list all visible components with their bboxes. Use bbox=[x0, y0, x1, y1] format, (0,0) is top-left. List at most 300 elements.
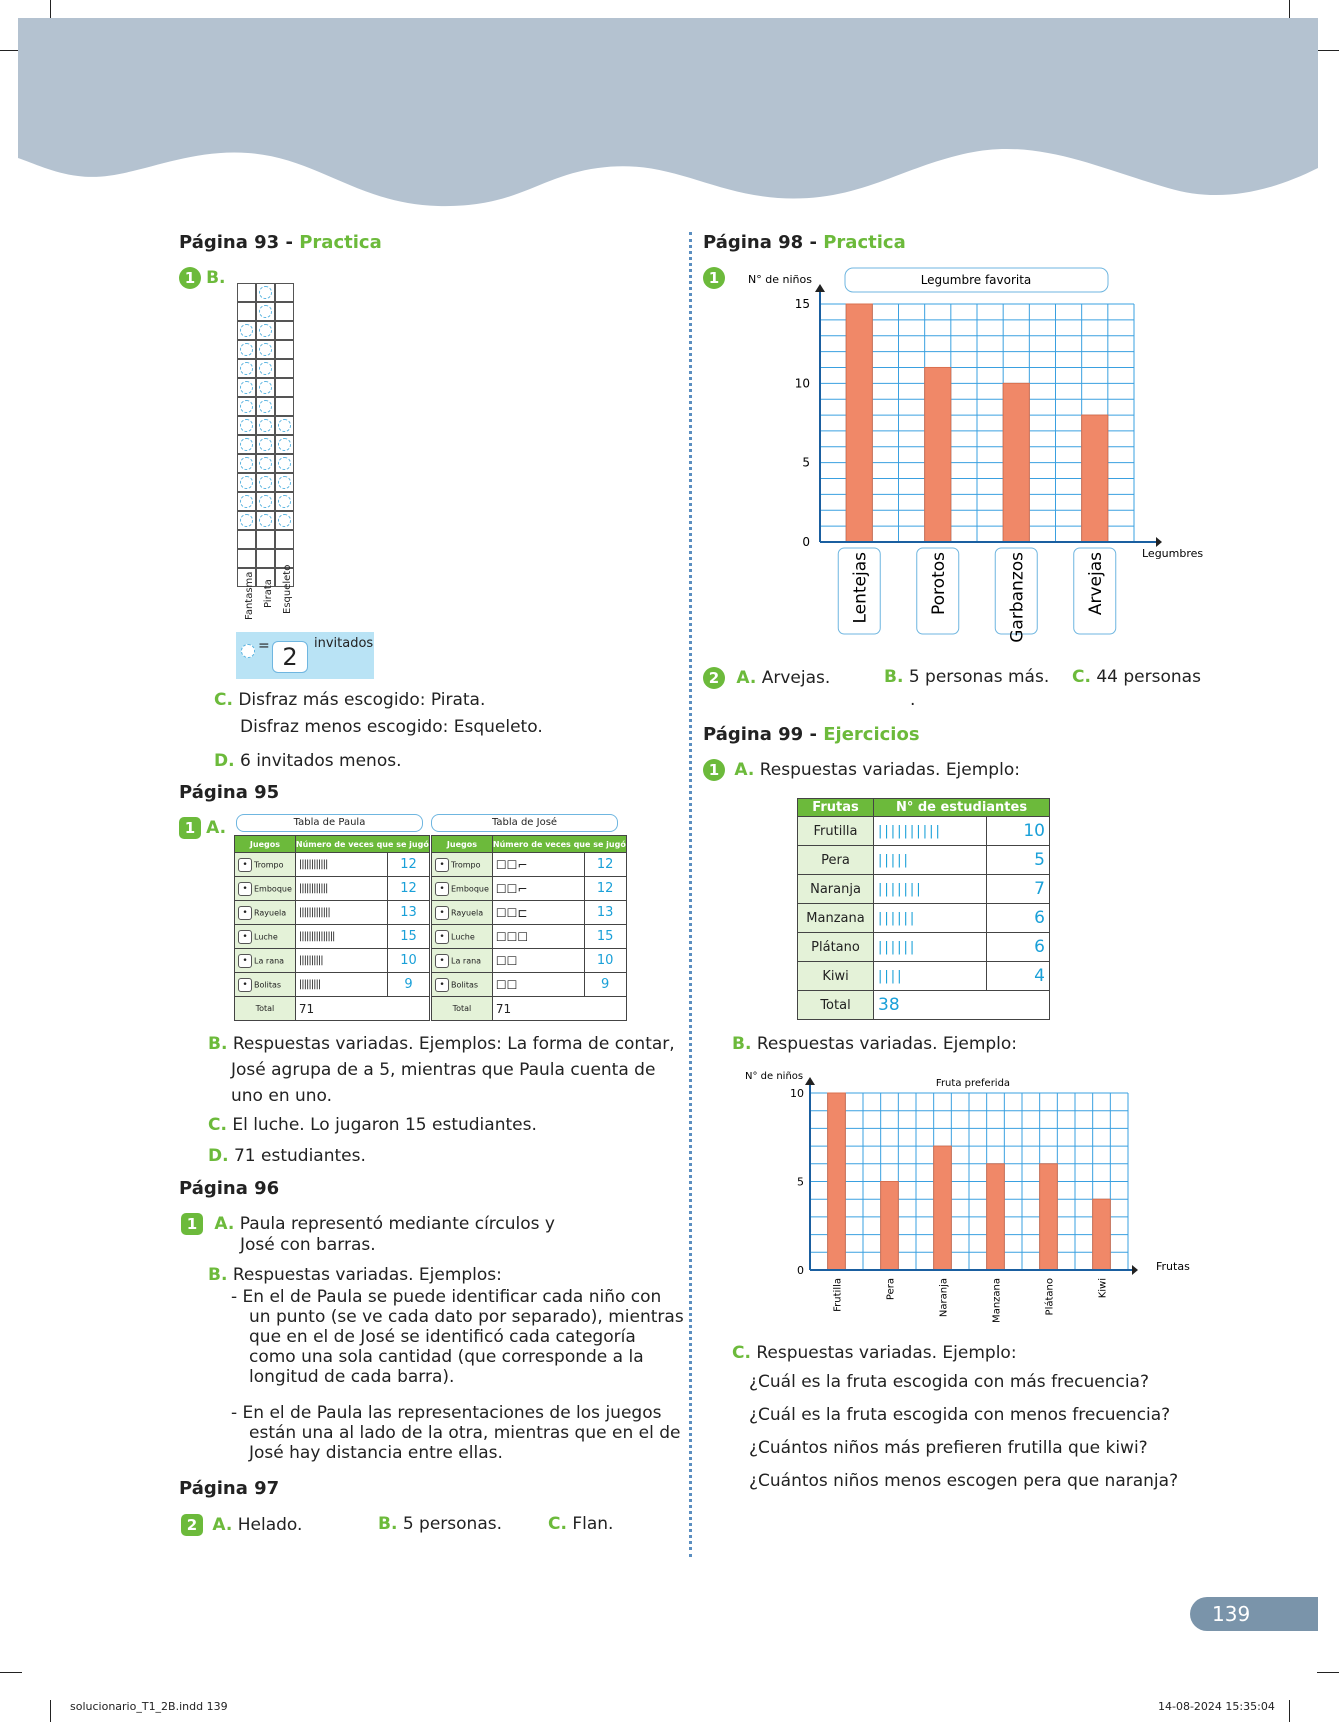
heading-section: Practica bbox=[299, 232, 382, 253]
die-icon: • bbox=[435, 978, 449, 992]
bar-lentejas bbox=[846, 304, 872, 542]
tally-cell: ☐☐ bbox=[492, 949, 584, 973]
y-tick-label: 0 bbox=[797, 1264, 804, 1277]
table-row bbox=[432, 901, 627, 925]
y-tick-label: 5 bbox=[802, 455, 810, 470]
person-dot-icon bbox=[259, 438, 272, 451]
footer-file: solucionario_T1_2B.indd 139 bbox=[70, 1700, 228, 1713]
y-axis-label: N° de niños bbox=[748, 273, 812, 286]
answer-1d bbox=[214, 751, 401, 772]
question-98-1 bbox=[703, 267, 725, 289]
question-line: ¿Cuál es la fruta escogida con más frecuencia? bbox=[749, 1372, 1149, 1392]
bullet-2 bbox=[231, 1403, 680, 1463]
die-icon: • bbox=[238, 954, 252, 968]
person-dot-icon bbox=[240, 362, 253, 375]
table-row bbox=[798, 962, 1050, 991]
fruit-cell: Frutilla bbox=[798, 817, 874, 846]
die-icon: • bbox=[435, 882, 449, 896]
answer-text: Arvejas. bbox=[761, 668, 831, 688]
die-icon: • bbox=[238, 882, 252, 896]
game-cell bbox=[235, 877, 296, 901]
person-dot-icon bbox=[240, 495, 253, 508]
total-label: Total bbox=[235, 997, 296, 1021]
person-dot-icon bbox=[240, 438, 253, 451]
tally-cell: ||||||||||||| bbox=[295, 901, 387, 925]
tally-cell: |||||| bbox=[874, 904, 987, 933]
heading-page-95: Página 95 bbox=[179, 782, 280, 803]
heading-text: Página 99 bbox=[703, 724, 804, 745]
bar-naranja bbox=[934, 1146, 952, 1270]
tally-cell: ||||| bbox=[874, 846, 987, 875]
category-label: Arvejas bbox=[1085, 552, 1106, 616]
heading-page-97: Página 97 bbox=[179, 1478, 280, 1499]
tally-cell: |||| bbox=[874, 962, 987, 991]
picto-cell bbox=[256, 473, 275, 492]
picto-cell bbox=[256, 321, 275, 340]
picto-cell bbox=[275, 283, 294, 302]
person-dot-icon bbox=[278, 514, 291, 527]
tally-cell: ☐☐⌐ bbox=[492, 853, 584, 877]
game-name: La rana bbox=[254, 956, 285, 965]
x-axis-label: Legumbres bbox=[1142, 547, 1204, 560]
item-label: B. bbox=[732, 1034, 752, 1054]
game-cell bbox=[235, 853, 296, 877]
bar-kiwi bbox=[1093, 1199, 1111, 1270]
value-cell: 10 bbox=[986, 817, 1049, 846]
heading-page-98 bbox=[703, 232, 906, 253]
x-axis-label: Frutas bbox=[1156, 1260, 1190, 1273]
table-row bbox=[235, 901, 430, 925]
answer-text: Flan. bbox=[572, 1514, 614, 1534]
picto-cell bbox=[256, 530, 275, 549]
picto-label-pirata: Pirata bbox=[263, 579, 274, 608]
person-dot-icon bbox=[259, 343, 272, 356]
game-name: La rana bbox=[451, 956, 482, 965]
item-label: C. bbox=[548, 1514, 567, 1534]
jose-table-title: Tabla de José bbox=[431, 814, 618, 832]
bullet-1 bbox=[231, 1287, 684, 1387]
picto-cell bbox=[237, 397, 256, 416]
person-dot-icon bbox=[259, 305, 272, 318]
table-row bbox=[798, 846, 1050, 875]
item-label: D. bbox=[214, 751, 235, 771]
item-label: A. bbox=[734, 760, 755, 780]
tally-cell: |||||| bbox=[874, 933, 987, 962]
category-label: Porotos bbox=[928, 552, 949, 615]
page-number: 139 bbox=[1212, 1602, 1251, 1626]
table-row bbox=[798, 817, 1050, 846]
picto-cell bbox=[237, 321, 256, 340]
col-frutas: Frutas bbox=[798, 799, 874, 817]
person-dot-icon bbox=[240, 457, 253, 470]
crop-mark bbox=[50, 1700, 51, 1722]
question-badge: 1 bbox=[703, 759, 725, 781]
answer-98-2c bbox=[1072, 667, 1201, 688]
bullet-line: - En el de Paula se puede identificar cada niño con bbox=[231, 1287, 662, 1307]
answer-96a bbox=[181, 1213, 555, 1235]
y-axis-label: N° de niños bbox=[745, 1071, 804, 1082]
bar-arvejas bbox=[1082, 415, 1108, 542]
category-label: Pera bbox=[885, 1278, 897, 1301]
value-cell: 15 bbox=[584, 925, 626, 949]
value-cell: 7 bbox=[986, 875, 1049, 904]
answer-95b bbox=[208, 1034, 675, 1055]
die-icon: • bbox=[238, 930, 252, 944]
bullet-line: longitud de cada barra). bbox=[249, 1367, 455, 1387]
bullet-line: - En el de Paula las representaciones de los juegos bbox=[231, 1403, 662, 1423]
value-cell: 12 bbox=[584, 853, 626, 877]
answer-95d bbox=[208, 1146, 366, 1167]
answer-text: Respuestas variadas. Ejemplos: bbox=[232, 1265, 502, 1285]
picto-key bbox=[236, 632, 374, 679]
person-dot-icon bbox=[259, 514, 272, 527]
picto-cell bbox=[275, 454, 294, 473]
x-axis-arrow bbox=[1132, 1265, 1138, 1275]
game-name: Rayuela bbox=[254, 908, 287, 917]
answer-99c bbox=[732, 1343, 1017, 1364]
picto-cell bbox=[256, 435, 275, 454]
item-label: C. bbox=[1072, 667, 1091, 687]
table-row bbox=[798, 904, 1050, 933]
y-tick-label: 15 bbox=[794, 297, 810, 311]
person-dot-icon bbox=[259, 400, 272, 413]
chart-legumbre-favorita bbox=[730, 262, 1204, 643]
y-tick-label: 0 bbox=[802, 535, 810, 549]
answer-98-2b bbox=[884, 667, 1049, 688]
game-name: Emboque bbox=[451, 884, 489, 893]
person-dot-icon bbox=[240, 343, 253, 356]
paula-table-title: Tabla de Paula bbox=[236, 814, 423, 832]
x-axis-arrow bbox=[1156, 537, 1162, 547]
table-row bbox=[432, 925, 627, 949]
question-list bbox=[749, 1366, 1178, 1498]
game-cell bbox=[432, 877, 493, 901]
value-cell: 10 bbox=[584, 949, 626, 973]
bar-porotos bbox=[925, 367, 951, 542]
die-icon: • bbox=[435, 954, 449, 968]
picto-cell bbox=[275, 473, 294, 492]
game-cell bbox=[235, 973, 296, 997]
table-row bbox=[432, 853, 627, 877]
answer-99a bbox=[703, 759, 1020, 781]
answer-text: Respuestas variadas. Ejemplo: bbox=[756, 1034, 1018, 1054]
picto-cell bbox=[275, 416, 294, 435]
game-cell bbox=[432, 949, 493, 973]
value-cell: 9 bbox=[584, 973, 626, 997]
col-count: Número de veces que se jugó bbox=[492, 836, 626, 853]
answer-text: 71 estudiantes. bbox=[233, 1146, 366, 1166]
y-axis-arrow bbox=[805, 1077, 815, 1085]
chart-title: Legumbre favorita bbox=[920, 273, 1032, 287]
item-label: C. bbox=[208, 1115, 227, 1135]
person-dot-icon bbox=[240, 514, 253, 527]
picto-cell bbox=[237, 416, 256, 435]
value-cell: 12 bbox=[388, 853, 430, 877]
crop-mark bbox=[1289, 1700, 1290, 1722]
picto-cell bbox=[237, 378, 256, 397]
value-cell: 4 bbox=[986, 962, 1049, 991]
die-icon: • bbox=[238, 858, 252, 872]
paula-table bbox=[234, 835, 430, 1021]
game-name: Luche bbox=[451, 932, 475, 941]
answer-99b bbox=[732, 1034, 1017, 1055]
total-label: Total bbox=[798, 991, 874, 1020]
question-1a bbox=[179, 817, 226, 839]
person-dot-icon bbox=[259, 476, 272, 489]
table-row bbox=[235, 949, 430, 973]
answer-text: 5 personas. bbox=[402, 1514, 502, 1534]
picto-label-fantasma: Fantasma bbox=[244, 571, 255, 620]
picto-cell bbox=[237, 492, 256, 511]
die-icon: • bbox=[238, 906, 252, 920]
value-cell: 13 bbox=[584, 901, 626, 925]
person-dot-icon bbox=[259, 419, 272, 432]
game-name: Bolitas bbox=[254, 980, 282, 989]
picto-cell bbox=[256, 302, 275, 321]
value-cell: 13 bbox=[388, 901, 430, 925]
answer-95c bbox=[208, 1115, 537, 1136]
item-label: B. bbox=[208, 1265, 228, 1285]
table-row bbox=[235, 925, 430, 949]
question-badge: 1 bbox=[703, 267, 725, 289]
game-name: Rayuela bbox=[451, 908, 484, 917]
table-row bbox=[432, 949, 627, 973]
bar-garbanzos bbox=[1003, 383, 1029, 542]
page-number-tab bbox=[1190, 1597, 1318, 1631]
item-label: A. bbox=[736, 668, 757, 688]
dot-icon bbox=[241, 644, 255, 658]
game-cell bbox=[235, 925, 296, 949]
y-tick-label: 10 bbox=[790, 1087, 804, 1100]
value-cell: 6 bbox=[986, 904, 1049, 933]
heading-sep: - bbox=[285, 232, 293, 253]
bullet-line: como una sola cantidad (que corresponde a la bbox=[249, 1347, 644, 1367]
value-cell: 10 bbox=[388, 949, 430, 973]
heading-text: Página 93 bbox=[179, 232, 280, 253]
game-cell bbox=[432, 925, 493, 949]
category-label: Naranja bbox=[938, 1278, 950, 1318]
heading-page-99 bbox=[703, 724, 920, 745]
answer-text: 6 invitados menos. bbox=[239, 751, 402, 771]
fruit-table bbox=[797, 798, 1050, 1020]
category-label: Kiwi bbox=[1097, 1278, 1109, 1299]
question-badge: 2 bbox=[703, 667, 725, 689]
crop-mark bbox=[0, 1672, 22, 1673]
picto-cell bbox=[256, 492, 275, 511]
heading-sep: - bbox=[809, 232, 817, 253]
fruit-cell: Naranja bbox=[798, 875, 874, 904]
col-juegos: Juegos bbox=[235, 836, 296, 853]
picto-label-esqueleto: Esqueleto bbox=[282, 564, 293, 614]
table-row bbox=[235, 877, 430, 901]
col-juegos: Juegos bbox=[432, 836, 493, 853]
tally-cell: ☐☐⊏ bbox=[492, 901, 584, 925]
picto-cell bbox=[275, 530, 294, 549]
col-count: Número de veces que se jugó bbox=[295, 836, 429, 853]
value-cell: 6 bbox=[986, 933, 1049, 962]
key-value: 2 bbox=[272, 641, 308, 673]
crop-mark bbox=[1317, 1672, 1339, 1673]
answer-97 bbox=[181, 1514, 302, 1536]
picto-cell bbox=[237, 435, 256, 454]
person-dot-icon bbox=[259, 381, 272, 394]
answer-text: Helado. bbox=[237, 1515, 303, 1535]
question-badge: 2 bbox=[181, 1514, 203, 1536]
question-line: ¿Cuál es la fruta escogida con menos frecuencia? bbox=[749, 1405, 1171, 1425]
picto-cell bbox=[237, 511, 256, 530]
answer-1c-line2: Disfraz menos escogido: Esqueleto. bbox=[240, 717, 543, 737]
bullet-line: José hay distancia entre ellas. bbox=[249, 1443, 503, 1463]
answer-97c bbox=[548, 1514, 613, 1535]
bullet-line: que en el de José se identificó cada categoría bbox=[249, 1327, 636, 1347]
picto-cell bbox=[237, 359, 256, 378]
tally-cell: ☐☐⌐ bbox=[492, 877, 584, 901]
person-dot-icon bbox=[278, 476, 291, 489]
picto-cell bbox=[275, 359, 294, 378]
table-row bbox=[235, 973, 430, 997]
person-dot-icon bbox=[278, 419, 291, 432]
tally-cell: |||||||||||| bbox=[295, 853, 387, 877]
heading-page-96: Página 96 bbox=[179, 1178, 280, 1199]
item-label: B. bbox=[884, 667, 904, 687]
tally-cell: |||||||||| bbox=[295, 949, 387, 973]
answer-text: El luche. Lo jugaron 15 estudiantes. bbox=[232, 1115, 537, 1135]
item-label: C. bbox=[732, 1343, 751, 1363]
bar-plátano bbox=[1040, 1164, 1058, 1270]
person-dot-icon bbox=[259, 286, 272, 299]
picto-cell bbox=[237, 283, 256, 302]
tally-cell: ☐☐☐ bbox=[492, 925, 584, 949]
picto-cell bbox=[256, 454, 275, 473]
total-value: 71 bbox=[295, 997, 429, 1021]
value-cell: 15 bbox=[388, 925, 430, 949]
stray-dot: . bbox=[910, 690, 916, 710]
heading-sep: - bbox=[809, 724, 817, 745]
heading-section: Ejercicios bbox=[823, 724, 920, 745]
total-row bbox=[432, 997, 627, 1021]
game-cell bbox=[235, 901, 296, 925]
heading-text: Página 98 bbox=[703, 232, 804, 253]
total-value: 38 bbox=[874, 991, 1050, 1020]
picto-cell bbox=[237, 473, 256, 492]
bullet-line: están una al lado de la otra, mientras que en el de bbox=[249, 1423, 681, 1443]
answer-text: Disfraz más escogido: Pirata. bbox=[238, 690, 486, 710]
answer-97b bbox=[378, 1514, 502, 1535]
picto-cell bbox=[275, 302, 294, 321]
y-tick-label: 5 bbox=[797, 1175, 804, 1189]
jose-table bbox=[431, 835, 627, 1021]
category-label: Plátano bbox=[1044, 1278, 1056, 1316]
game-name: Trompo bbox=[254, 860, 284, 869]
game-name: Bolitas bbox=[451, 980, 479, 989]
answer-text: Respuestas variadas. Ejemplos: La forma de contar, bbox=[232, 1034, 675, 1054]
item-label: B. bbox=[208, 1034, 228, 1054]
answer-text: 44 personas bbox=[1096, 667, 1201, 687]
person-dot-icon bbox=[259, 324, 272, 337]
fruit-cell: Plátano bbox=[798, 933, 874, 962]
footer-date: 14-08-2024 15:35:04 bbox=[1158, 1700, 1275, 1713]
value-cell: 9 bbox=[388, 973, 430, 997]
col-count: N° de estudiantes bbox=[874, 799, 1050, 817]
picto-cell bbox=[275, 492, 294, 511]
game-name: Luche bbox=[254, 932, 278, 941]
question-1b bbox=[179, 267, 226, 289]
picto-cell bbox=[256, 549, 275, 568]
category-label: Garbanzos bbox=[1007, 552, 1028, 643]
table-row bbox=[798, 933, 1050, 962]
item-label: D. bbox=[208, 1146, 229, 1166]
answer-1c bbox=[214, 690, 485, 711]
y-tick-label: 10 bbox=[794, 376, 810, 391]
die-icon: • bbox=[238, 978, 252, 992]
key-eq: = bbox=[258, 638, 270, 654]
picto-cell bbox=[275, 378, 294, 397]
picto-cell bbox=[275, 397, 294, 416]
column-divider bbox=[689, 232, 692, 1557]
heading-section: Practica bbox=[823, 232, 906, 253]
item-label: C. bbox=[214, 690, 233, 710]
person-dot-icon bbox=[259, 362, 272, 375]
game-cell bbox=[432, 853, 493, 877]
picto-cell bbox=[256, 416, 275, 435]
value-cell: 5 bbox=[986, 846, 1049, 875]
question-badge: 1 bbox=[179, 817, 201, 839]
question-badge: 1 bbox=[179, 267, 201, 289]
question-badge: 1 bbox=[181, 1213, 203, 1235]
person-dot-icon bbox=[259, 457, 272, 470]
game-cell bbox=[235, 949, 296, 973]
chart-fruta-preferida bbox=[740, 1065, 1190, 1335]
item-label: A. bbox=[214, 1214, 235, 1234]
fruit-cell: Pera bbox=[798, 846, 874, 875]
picto-cell bbox=[275, 511, 294, 530]
category-label: Manzana bbox=[991, 1278, 1003, 1323]
category-label: Frutilla bbox=[832, 1278, 844, 1312]
answer-95b-line2: José agrupa de a 5, mientras que Paula cuenta de bbox=[231, 1060, 656, 1080]
person-dot-icon bbox=[240, 324, 253, 337]
answer-96a-line2: José con barras. bbox=[240, 1235, 376, 1255]
picto-cell bbox=[275, 435, 294, 454]
picto-cell bbox=[275, 340, 294, 359]
item-label: A. bbox=[212, 1515, 233, 1535]
header-wave bbox=[18, 18, 1318, 218]
answer-98-2 bbox=[703, 667, 830, 689]
value-cell: 12 bbox=[388, 877, 430, 901]
table-row bbox=[235, 853, 430, 877]
table-row bbox=[798, 875, 1050, 904]
answer-text: Respuestas variadas. Ejemplo: bbox=[759, 760, 1020, 780]
category-label: Lentejas bbox=[850, 552, 871, 624]
answer-text: 5 personas más. bbox=[908, 667, 1050, 687]
person-dot-icon bbox=[278, 457, 291, 470]
heading-page-93 bbox=[179, 232, 382, 253]
tally-cell: ||||||||||||||| bbox=[295, 925, 387, 949]
game-cell bbox=[432, 973, 493, 997]
person-dot-icon bbox=[259, 495, 272, 508]
question-line: ¿Cuántos niños más prefieren frutilla que kiwi? bbox=[749, 1438, 1148, 1458]
picto-cell bbox=[256, 340, 275, 359]
tally-cell: |||||||||| bbox=[874, 817, 987, 846]
fruit-cell: Manzana bbox=[798, 904, 874, 933]
total-row bbox=[235, 997, 430, 1021]
picto-cell bbox=[256, 397, 275, 416]
picto-cell bbox=[256, 511, 275, 530]
item-label: B. bbox=[206, 268, 226, 288]
table-row bbox=[432, 877, 627, 901]
die-icon: • bbox=[435, 930, 449, 944]
die-icon: • bbox=[435, 906, 449, 920]
tally-cell: ||||||||| bbox=[295, 973, 387, 997]
